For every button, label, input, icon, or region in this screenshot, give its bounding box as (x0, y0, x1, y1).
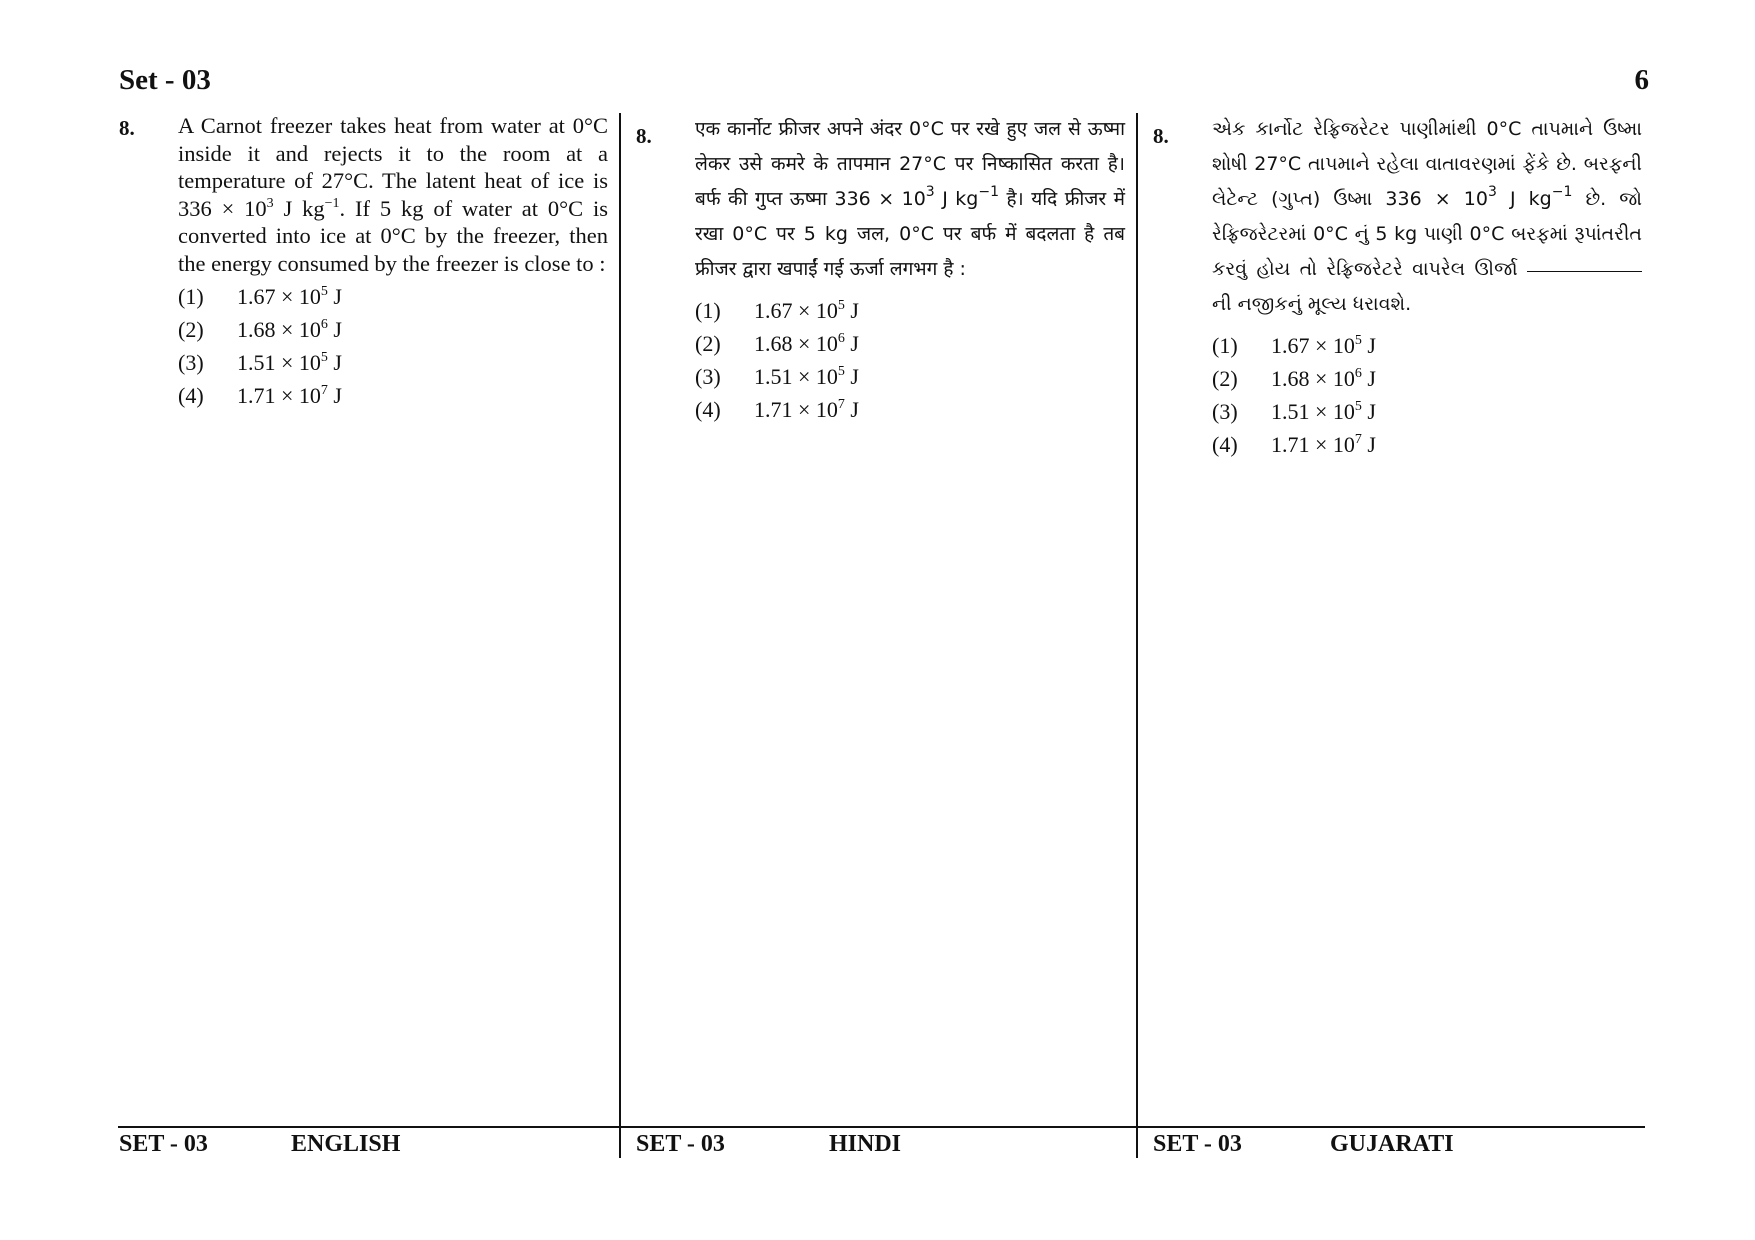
footer-language-english: ENGLISH (291, 1131, 401, 1157)
option-3[interactable] (695, 359, 1125, 392)
gujarati-options (1212, 328, 1642, 460)
option-4[interactable] (1212, 427, 1642, 460)
option-value: $1.71 \times 10^7$ J (237, 383, 342, 408)
footer-set-label-gujarati: SET - 03 (1153, 1131, 1242, 1157)
option-label: (3) (1212, 399, 1238, 424)
option-value: $1.68 \times 10^6$ J (1271, 366, 1376, 391)
option-value: $1.51 \times 10^5$ J (754, 364, 859, 389)
hindi-question-text-cont: है। यदि फ्रीजर में रखा 0°C पर 5 kg जल, 0°C पर बर्फ में बदलता है तब फ्रीजर द्वारा खपाईं गई ऊर्जा लगभग है : (695, 188, 1125, 280)
option-value: $1.67 \times 10^5$ J (1271, 333, 1376, 358)
option-value: $1.68 \times 10^6$ J (237, 317, 342, 342)
gujarati-unit-exponent: −1 (1551, 184, 1573, 200)
footer-language-hindi: HINDI (829, 1131, 902, 1157)
option-label: (1) (178, 284, 204, 309)
english-unit: J kg (273, 195, 325, 221)
hindi-question-text: एक कार्नोट फ्रीजर अपने अंदर 0°C पर रखे हुए जल से ऊष्मा लेकर उसे कमरे के तापमान 27°C पर निष्कासित करता है। बर्फ की गुप्त ऊष्मा 336 × 10 (695, 118, 1125, 210)
column-divider-1 (619, 113, 621, 1158)
column-divider-2 (1136, 113, 1138, 1158)
option-1[interactable] (178, 283, 608, 316)
set-title: Set - 03 (119, 64, 211, 96)
option-value: $1.68 \times 10^6$ J (754, 331, 859, 356)
answer-blank (1527, 270, 1642, 272)
gujarati-unit: J kg (1496, 188, 1552, 210)
question-number: 8. (636, 124, 652, 148)
footer-set-label-english: SET - 03 (119, 1131, 208, 1157)
option-value: $1.71 \times 10^7$ J (1271, 432, 1376, 457)
english-question-text-cont: . If 5 kg of water at 0°C is converted into ice at 0°C by the freezer, then the energy consumed by the freezer is close to : (178, 195, 608, 276)
option-4[interactable] (178, 382, 608, 415)
hindi-options (695, 293, 1125, 425)
hindi-unit-exponent: −1 (978, 184, 999, 200)
option-label: (1) (1212, 333, 1238, 358)
option-2[interactable] (1212, 361, 1642, 394)
gujarati-question-text-cont: છે. જો રેફ્રિજરેટરમાં 0°C નું 5 kg પાણી 0°C બરફમાં રૂપાંતરીત કરવું હોય તો રેફ્રિજરેટરે વાપરેલ ઊર્જા (1212, 188, 1642, 280)
english-options (178, 283, 608, 415)
gujarati-question-text: એક કાર્નોટ રેફ્રિજરેટર પાણીમાંથી 0°C તાપમાને ઉષ્મા શોષી 27°C તાપમાને રહેલા વાતાવરણમાં ફેંકે છે. બરફની લેટેન્ટ (ગુપ્ત) ઉષ્મા 336 × 10 (1212, 118, 1642, 210)
option-label: (2) (1212, 366, 1238, 391)
option-3[interactable] (178, 349, 608, 382)
english-question (178, 112, 608, 415)
option-label: (3) (695, 364, 721, 389)
option-3[interactable] (1212, 394, 1642, 427)
option-label: (2) (178, 317, 204, 342)
option-value: $1.51 \times 10^5$ J (237, 350, 342, 375)
footer-language-gujarati: GUJARATI (1330, 1131, 1454, 1157)
hindi-unit: J kg (934, 188, 979, 210)
option-value: $1.71 \times 10^7$ J (754, 397, 859, 422)
option-2[interactable] (178, 316, 608, 349)
option-1[interactable] (695, 293, 1125, 326)
option-label: (4) (178, 383, 204, 408)
footer-rule (118, 1126, 1645, 1128)
option-label: (4) (695, 397, 721, 422)
option-value: $1.67 \times 10^5$ J (754, 298, 859, 323)
footer-set-label-hindi: SET - 03 (636, 1131, 725, 1157)
hindi-question (695, 112, 1125, 425)
gujarati-question (1212, 112, 1642, 460)
gujarati-question-text-end: ની નજીકનું મૂલ્ય ધરાવશે. (1212, 293, 1412, 315)
english-question-text: A Carnot freezer takes heat from water at 0°C inside it and rejects it to the room at a temperature of 27°C. The latent heat of ice is 336 × 10 (178, 113, 608, 221)
hindi-exponent: 3 (925, 184, 935, 200)
gujarati-exponent: 3 (1487, 184, 1497, 200)
page-number: 6 (1634, 64, 1649, 96)
option-label: (3) (178, 350, 204, 375)
option-label: (2) (695, 331, 721, 356)
question-number: 8. (119, 116, 135, 140)
option-label: (4) (1212, 432, 1238, 457)
option-value: $1.51 \times 10^5$ J (1271, 399, 1376, 424)
option-4[interactable] (695, 392, 1125, 425)
option-2[interactable] (695, 326, 1125, 359)
question-number: 8. (1153, 124, 1169, 148)
option-label: (1) (695, 298, 721, 323)
english-exponent: 3 (266, 195, 274, 211)
option-1[interactable] (1212, 328, 1642, 361)
option-value: $1.67 \times 10^5$ J (237, 284, 342, 309)
english-unit-exponent: −1 (324, 195, 340, 211)
page-header (119, 64, 1649, 104)
